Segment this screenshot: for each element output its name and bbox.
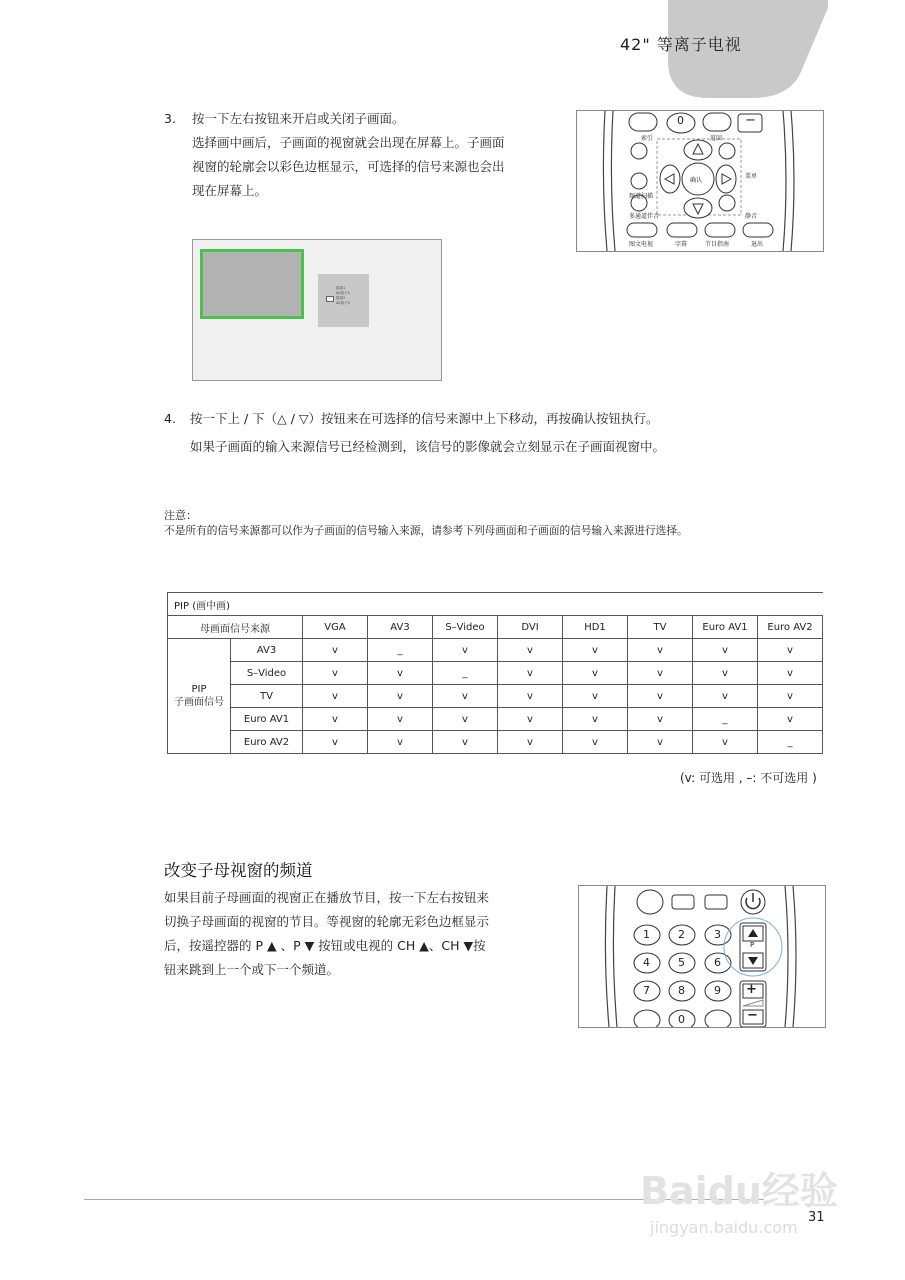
table-row-header: S–Video bbox=[231, 662, 303, 685]
step-line: 选择画中画后，子画面的视窗就会出现在屏幕上。子画面 bbox=[192, 135, 505, 150]
table-cell: v bbox=[758, 708, 823, 731]
key-7: 7 bbox=[643, 984, 650, 997]
table-cell: v bbox=[433, 708, 498, 731]
pip-screen-illustration bbox=[192, 239, 442, 381]
table-cell: v bbox=[758, 662, 823, 685]
table-legend: (v: 可选用 , –: 不可选用 ) bbox=[680, 771, 817, 785]
table-column-header: HD1 bbox=[563, 616, 628, 639]
table-cell: _ bbox=[433, 662, 498, 685]
volume-plus-key: + bbox=[746, 982, 757, 997]
table-cell: v bbox=[628, 685, 693, 708]
pip-source-item: AV源子2 bbox=[336, 301, 350, 305]
key-3: 3 bbox=[714, 928, 721, 941]
watermark-logo: Baidu经验 bbox=[640, 1169, 838, 1213]
table-column-header: Euro AV1 bbox=[693, 616, 758, 639]
paragraph-line: 切换子母画面的视窗的节目。等视窗的轮廓无彩色边框显示 bbox=[164, 914, 490, 929]
table-cell: _ bbox=[758, 731, 823, 754]
table-cell: v bbox=[693, 685, 758, 708]
table-cell: v bbox=[498, 685, 563, 708]
p-key-label: P bbox=[750, 941, 755, 949]
table-cell: v bbox=[303, 662, 368, 685]
page-number: 31 bbox=[808, 1210, 825, 1225]
table-row-header: Euro AV1 bbox=[231, 708, 303, 731]
pip-sub-window bbox=[200, 249, 304, 319]
paragraph-line: 后，按遥控器的 P ▲ 、P ▼ 按钮或电视的 CH ▲、CH ▼按 bbox=[164, 938, 486, 953]
label-index: 索引 bbox=[641, 135, 654, 142]
table-cell: v bbox=[693, 662, 758, 685]
pip-source-item: 数源1 bbox=[336, 286, 346, 290]
table-cell: _ bbox=[368, 639, 433, 662]
table-column-header: TV bbox=[628, 616, 693, 639]
label-ok: 确认 bbox=[690, 177, 703, 184]
label-exit: 退出 bbox=[751, 241, 764, 248]
table-row bbox=[168, 708, 823, 731]
table-corner-header: 母画面信号来源 bbox=[168, 616, 303, 639]
key-9: 9 bbox=[714, 984, 721, 997]
table-cell: v bbox=[433, 639, 498, 662]
label-back: 返回 bbox=[710, 135, 723, 142]
section-title: 改变子母视窗的频道 bbox=[164, 861, 313, 880]
step-4 bbox=[164, 407, 864, 459]
table-column-header: DVI bbox=[498, 616, 563, 639]
table-cell: v bbox=[628, 731, 693, 754]
remote-channel-drawing bbox=[579, 886, 825, 1027]
key-2: 2 bbox=[678, 928, 685, 941]
table-cell: v bbox=[693, 731, 758, 754]
table-cell: v bbox=[628, 639, 693, 662]
label-mute: 静音 bbox=[745, 213, 758, 220]
table-row bbox=[168, 639, 823, 662]
table-column-header: Euro AV2 bbox=[758, 616, 823, 639]
table-cell: v bbox=[303, 708, 368, 731]
table-cell: v bbox=[498, 708, 563, 731]
section-paragraph bbox=[164, 886, 524, 982]
table-row bbox=[168, 662, 823, 685]
volume-minus-key: − bbox=[747, 1008, 758, 1023]
table-cell: v bbox=[758, 639, 823, 662]
table-cell: v bbox=[563, 708, 628, 731]
step-line: 按一下左右按钮来开启或关闭子画面。 bbox=[192, 111, 405, 126]
table-title: PIP (画中画) bbox=[168, 593, 823, 616]
step-number: 4. bbox=[164, 411, 176, 426]
table-cell: v bbox=[563, 685, 628, 708]
table-column-header: AV3 bbox=[368, 616, 433, 639]
step-3 bbox=[164, 107, 544, 203]
pip-source-item: 数源2 bbox=[336, 296, 346, 300]
note-text: 不是所有的信号来源都可以作为子画面的信号输入来源，请参考下列母画面和子画面的信号输入来源进行选择。 bbox=[164, 524, 688, 537]
label-subtitle: 字幕 bbox=[675, 241, 688, 248]
table-cell: v bbox=[368, 685, 433, 708]
watermark-url: jingyan.baidu.com bbox=[650, 1218, 798, 1237]
step-number: 3. bbox=[164, 111, 176, 126]
table-cell: v bbox=[498, 662, 563, 685]
table-cell: v bbox=[303, 731, 368, 754]
pip-source-item: AV源子1 bbox=[336, 291, 350, 295]
table-row-header: TV bbox=[231, 685, 303, 708]
table-row-header: AV3 bbox=[231, 639, 303, 662]
paragraph-line: 如果目前子母画面的视窗正在播放节目，按一下左右按钮来 bbox=[164, 890, 490, 905]
table-cell: v bbox=[498, 731, 563, 754]
table-cell: v bbox=[563, 731, 628, 754]
table-row-group-header: PIP 子画面信号 bbox=[168, 639, 231, 754]
paragraph-line: 钮来跳到上一个或下一个频道。 bbox=[164, 962, 340, 977]
pip-source-list bbox=[318, 274, 369, 327]
table-column-header: VGA bbox=[303, 616, 368, 639]
label-teletext: 图文电视 bbox=[629, 241, 654, 248]
table-cell: v bbox=[628, 662, 693, 685]
table-cell: v bbox=[693, 639, 758, 662]
note-title: 注意： bbox=[164, 509, 197, 522]
step-line: 现在屏幕上。 bbox=[192, 183, 268, 198]
key-8: 8 bbox=[678, 984, 685, 997]
table-cell: v bbox=[563, 662, 628, 685]
key-0: 0 bbox=[677, 114, 684, 127]
key-minus: − bbox=[745, 113, 756, 128]
table-cell: v bbox=[368, 662, 433, 685]
table-column-header: S–Video bbox=[433, 616, 498, 639]
key-6: 6 bbox=[714, 956, 721, 969]
table-cell: v bbox=[433, 685, 498, 708]
table-cell: v bbox=[498, 639, 563, 662]
step-line: 如果子画面的输入来源信号已经检测到，该信号的影像就会立刻显示在子画面视窗中。 bbox=[190, 439, 666, 454]
key-1: 1 bbox=[643, 928, 650, 941]
label-menu: 菜单 bbox=[745, 173, 758, 180]
table-row bbox=[168, 731, 823, 754]
table-cell: v bbox=[303, 639, 368, 662]
table-cell: v bbox=[368, 731, 433, 754]
label-channel-scan: 频道扫描 bbox=[629, 193, 654, 200]
table-cell: v bbox=[563, 639, 628, 662]
step-line: 视窗的轮廓会以彩色边框显示，可选择的信号来源也会出 bbox=[192, 159, 505, 174]
remote-channel-illustration bbox=[578, 885, 826, 1028]
pip-compatibility-table bbox=[167, 592, 823, 754]
table-cell: v bbox=[433, 731, 498, 754]
table-cell: _ bbox=[693, 708, 758, 731]
key-5: 5 bbox=[678, 956, 685, 969]
table-cell: v bbox=[628, 708, 693, 731]
table-cell: v bbox=[758, 685, 823, 708]
table-cell: v bbox=[303, 685, 368, 708]
key-0: 0 bbox=[678, 1013, 685, 1026]
pip-source-checkbox bbox=[326, 296, 334, 302]
table-row-header: Euro AV2 bbox=[231, 731, 303, 754]
step-line: 按一下上 / 下（△ / ▽）按钮来在可选择的信号来源中上下移动，再按确认按钮执行。 bbox=[190, 411, 659, 426]
table-row bbox=[168, 685, 823, 708]
label-program-guide: 节目指南 bbox=[705, 241, 730, 248]
key-4: 4 bbox=[643, 956, 650, 969]
table-cell: v bbox=[368, 708, 433, 731]
label-multi-audio: 多通道伴音 bbox=[629, 213, 660, 220]
remote-navigation-illustration bbox=[576, 110, 824, 252]
page-header-title: 42" 等离子电视 bbox=[620, 35, 742, 54]
